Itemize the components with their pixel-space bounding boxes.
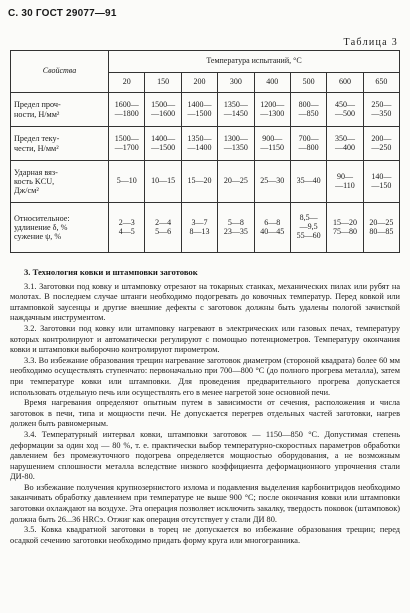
value-cell: 350— —400 (327, 127, 363, 161)
temp-cell: 400 (254, 73, 290, 93)
value-cell: 5—8 23—35 (218, 203, 254, 253)
value-cell: 1500— —1700 (109, 127, 145, 161)
value-cell: 15—20 75—80 (327, 203, 363, 253)
page-header: С. 30 ГОСТ 29077—91 (8, 8, 117, 19)
property-label: Ударная вяз- кость KCU, Дж/см² (11, 161, 109, 203)
temp-cell: 500 (290, 73, 326, 93)
value-cell: 1500— —1600 (145, 93, 181, 127)
section-body (10, 267, 400, 546)
temp-cell: 600 (327, 73, 363, 93)
temp-cell: 150 (145, 73, 181, 93)
property-label: Предел теку- чести, Н/мм² (11, 127, 109, 161)
value-cell: 700— —800 (290, 127, 326, 161)
value-cell: 1200— —1300 (254, 93, 290, 127)
table-row (11, 161, 400, 203)
temp-cell: 300 (218, 73, 254, 93)
temp-cell: 200 (181, 73, 217, 93)
value-cell: 3—7 8—13 (181, 203, 217, 253)
value-cell: 10—15 (145, 161, 181, 203)
table-row (11, 93, 400, 127)
value-cell: 1300— —1350 (218, 127, 254, 161)
paragraph: 3.2. Заготовки под ковку или штамповку нагревают в электрических или газовых печах, температуру которых контролируют и автоматически регулируют с помощью потенциометров. Температуру окончания ковки и штамповки выборочно контролируют пирометром. (10, 323, 400, 355)
value-cell: 35—40 (290, 161, 326, 203)
paragraph: 3.5. Ковка квадратной заготовки в торец не допускается во избежание образования трещин; перед осадкой сечению заготовки необходимо придать форму круга или многогранника. (10, 525, 400, 545)
value-cell: 5—10 (109, 161, 145, 203)
value-cell: 2—3 4—5 (109, 203, 145, 253)
value-cell: 8,5— —9,5 55—60 (290, 203, 326, 253)
properties-table (10, 50, 400, 253)
value-cell: 900— —1150 (254, 127, 290, 161)
section-title: 3. Технология ковки и штамповки заготовок (24, 267, 198, 277)
paragraph: Во избежание получения крупнозернистого излома и подавления выделения карбонитридов необходимо заканчивать обработку давлением при температуре не выше 900 °С; после окончания ковки или штамповки заготовки охлаждают на воздухе. Эта операция позволяет исключить закалку, твердость поковок (штамповок) должна быть 26...36 HRCэ. Отжиг как операция отсутствует у стали ДИ 80. (10, 482, 400, 524)
paragraph: Время нагревания определяют опытным путем в зависимости от сечения, расположения и числа заготовок в печи, типа и мощности печи. Не допускается перегрев отдельных частей заготовки, нагрев должен быть равномерным. (10, 398, 400, 429)
property-label: Предел проч- ности, Н/мм² (11, 93, 109, 127)
value-cell: 1600— —1800 (109, 93, 145, 127)
value-cell: 140— —150 (363, 161, 399, 203)
table-row (11, 203, 400, 253)
property-label: Относительное: удлинение δ, % сужение ψ, % (11, 203, 109, 253)
value-cell: 1400— —1500 (145, 127, 181, 161)
value-cell: 800— —850 (290, 93, 326, 127)
value-cell: 250— —350 (363, 93, 399, 127)
value-cell: 15—20 (181, 161, 217, 203)
paragraph: 3.1. Заготовки под ковку и штамповку отрезают на токарных станках, механических пилах или рубят на молотах. В последнем случае штанги необходимо подогревать до ковочных температур. Перед ковкой или штамповкой заусенцы и другие внешние дефекты с заготовок должны быть удалены пологой зачисткой наждачным инструментом. (10, 281, 400, 323)
value-cell: 450— —500 (327, 93, 363, 127)
prop-header: Свойства (11, 51, 109, 93)
value-cell: 20—25 80—85 (363, 203, 399, 253)
value-cell: 1400— —1500 (181, 93, 217, 127)
table-row (11, 127, 400, 161)
value-cell: 90— —110 (327, 161, 363, 203)
value-cell: 20—25 (218, 161, 254, 203)
paragraph: 3.3. Во избежание образования трещин нагревание заготовок диаметром (стороной квадрата) более 60 мм необходимо осуществлять ступенчато: первоначально при 700—800 °С (до полного прогрева металла), затем при температуре ковки или штамповки. Для проведения предварительного прогрева допускается использовать отдельную печь или осуществлять его в менее нагретой зоне основной печи. (10, 355, 400, 397)
value-cell: 2—4 5—6 (145, 203, 181, 253)
paragraph: 3.4. Температурный интервал ковки, штамповки заготовок — 1150—850 °С. Допустимая степень деформации за один ход — 80 %, т. е. практически выбор температурно-скоростных параметров обработки давлением без промежуточного подогрева определяется мощностью оборудования, а не возможным нарушением сплошности металла вследствие низкого коэффициента деформационного упрочнения стали ДИ-80. (10, 429, 400, 482)
temp-cell: 20 (109, 73, 145, 93)
value-cell: 6—8 40—45 (254, 203, 290, 253)
value-cell: 1350— —1400 (181, 127, 217, 161)
value-cell: 1350— —1450 (218, 93, 254, 127)
temp-header: Температура испытаний, °С (109, 51, 400, 73)
value-cell: 200— —250 (363, 127, 399, 161)
value-cell: 25—30 (254, 161, 290, 203)
temp-cell: 650 (363, 73, 399, 93)
table-caption: Таблица 3 (343, 37, 398, 48)
